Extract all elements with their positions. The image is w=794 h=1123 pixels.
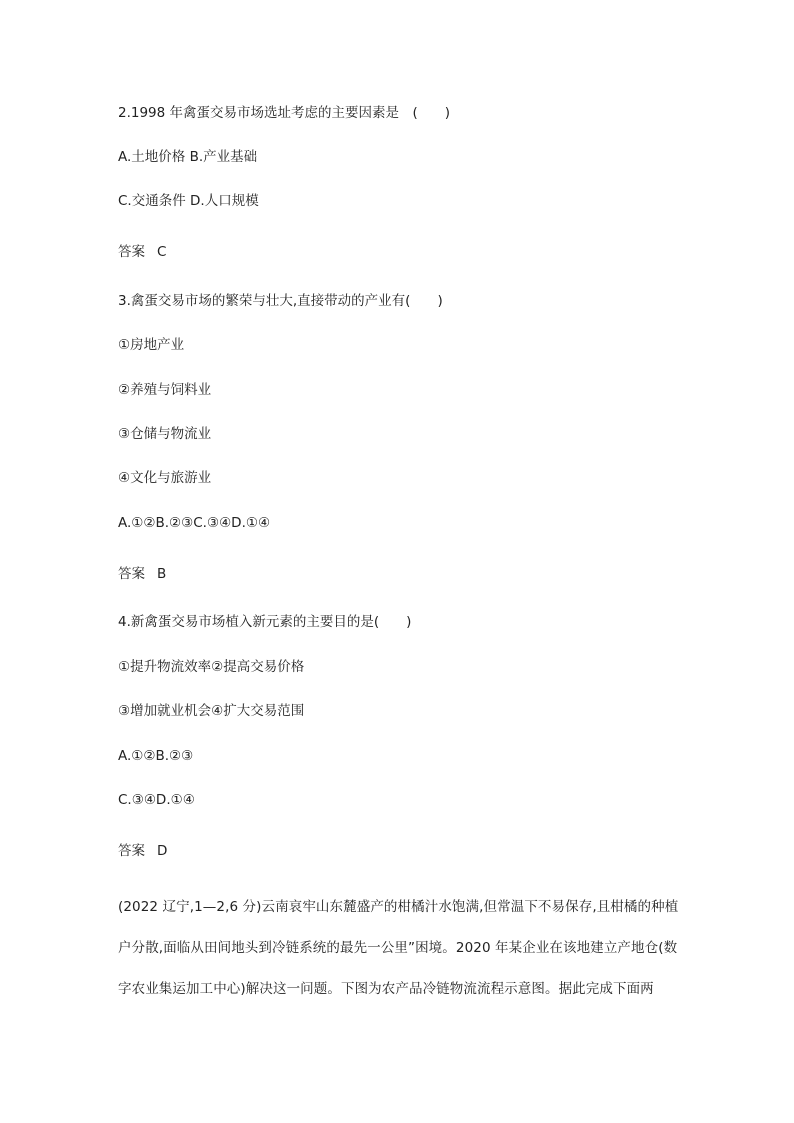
question-2-text: 2.1998 年禽蛋交易市场选址考虑的主要因素是 ( ) <box>118 105 451 121</box>
question-4-items-34: ③增加就业机会④扩大交易范围 <box>118 703 305 719</box>
question-3-item-1: ①房地产业 <box>118 337 185 353</box>
answer-value: C <box>157 244 167 260</box>
question-4-items-12: ①提升物流效率②提高交易价格 <box>118 659 305 675</box>
question-2-answer <box>118 243 166 261</box>
passage-line-3: 字农业集运加工中心)解决这一问题。下图为农产品冷链物流流程示意图。据此完成下面两 <box>118 981 654 997</box>
question-4-text: 4.新禽蛋交易市场植入新元素的主要目的是( ) <box>118 614 412 630</box>
question-3-text: 3.禽蛋交易市场的繁荣与壮大,直接带动的产业有( ) <box>118 293 443 309</box>
question-2-options-cd: C.交通条件 D.人口规模 <box>118 193 259 209</box>
question-4-answer <box>118 842 167 860</box>
passage-line-2: 户分散,面临从田间地头到冷链系统的最先一公里”困境。2020 年某企业在该地建立产地仓(数 <box>118 940 678 956</box>
question-3-options: A.①②B.②③C.③④D.①④ <box>118 515 271 531</box>
question-3-item-4: ④文化与旅游业 <box>118 470 212 486</box>
question-4-options-ab: A.①②B.②③ <box>118 748 194 764</box>
question-3-item-2: ②养殖与饲料业 <box>118 382 212 398</box>
answer-value: D <box>157 843 168 859</box>
answer-value: B <box>157 566 167 582</box>
answer-label: 答案 <box>118 566 145 582</box>
answer-label: 答案 <box>118 843 145 859</box>
question-2-options-ab: A.土地价格 B.产业基础 <box>118 149 258 165</box>
answer-label: 答案 <box>118 244 145 260</box>
question-3-answer <box>118 565 166 583</box>
question-3-item-3: ③仓储与物流业 <box>118 426 212 442</box>
passage-line-1: (2022 辽宁,1—2,6 分)云南哀牢山东麓盛产的柑橘汁水饱满,但常温下不易保存,且柑橘的种植 <box>118 899 679 915</box>
question-4-options-cd: C.③④D.①④ <box>118 792 195 808</box>
